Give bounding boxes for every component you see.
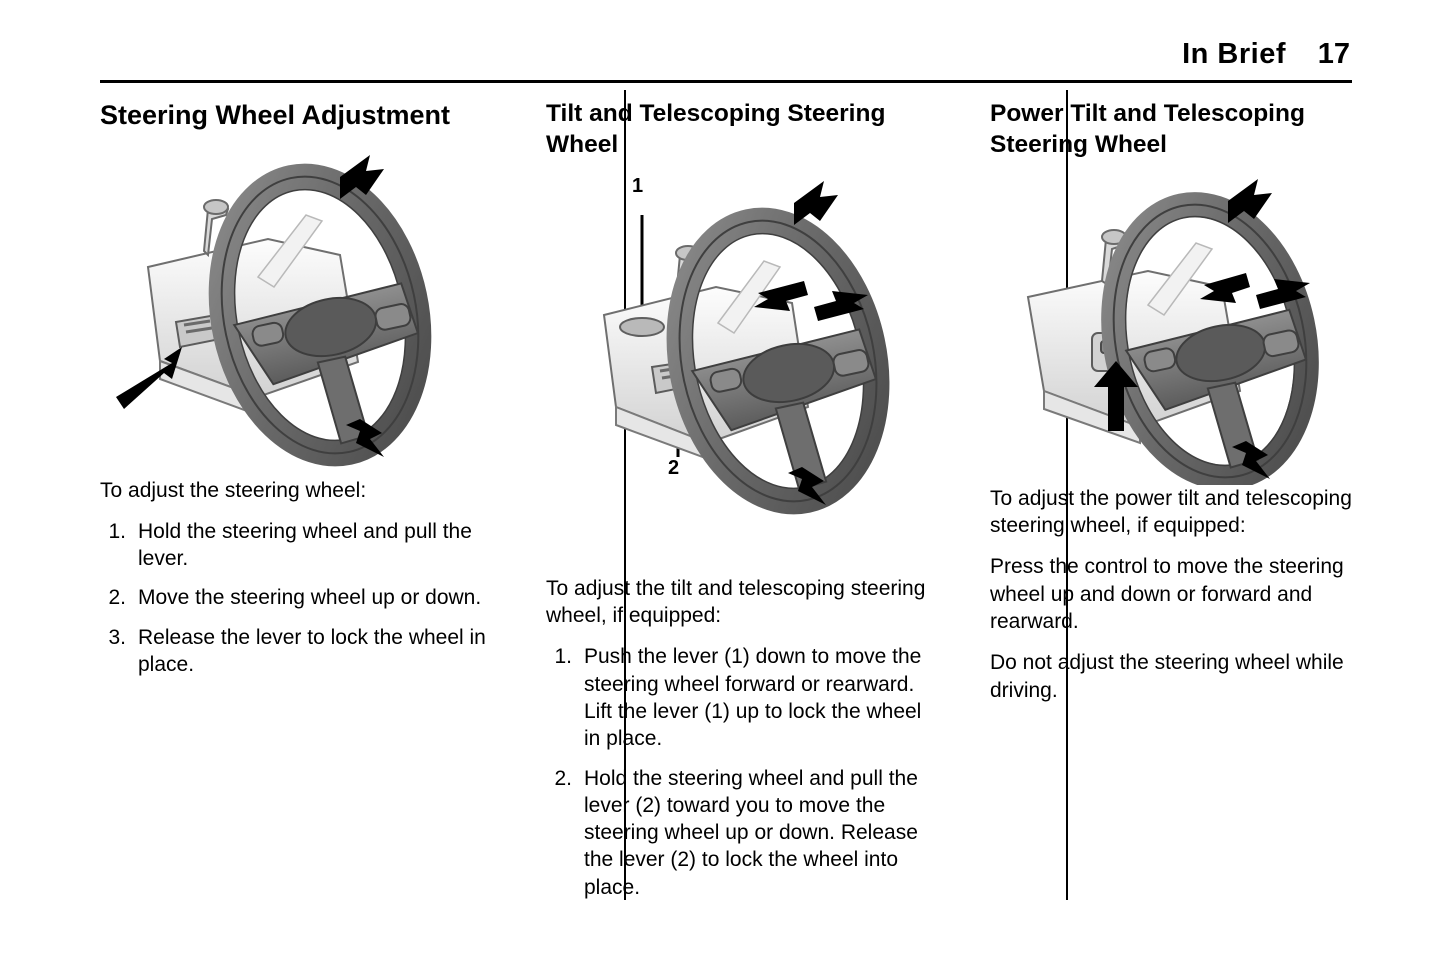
steps-list-col1 [100, 518, 498, 678]
column-steering-wheel-adjustment [100, 90, 524, 905]
content-columns [100, 90, 1352, 905]
step-text: Move the steering wheel up or down. [138, 586, 482, 610]
intro-text-col1: To adjust the steering wheel: [100, 478, 367, 502]
steering-wheel-manual-adjust-illustration [108, 147, 488, 477]
step-text: Push the lever (1) down to move the steering wheel forward or rearward. Lift the lever (1) up to lock the wheel in place. [584, 645, 922, 751]
list-item [100, 624, 498, 679]
column-power-tilt-telescoping [966, 90, 1352, 905]
callout-2: 2 [668, 456, 680, 479]
column-tilt-telescoping [524, 90, 966, 905]
step-number: 2. [554, 766, 572, 790]
list-item [546, 643, 940, 752]
paragraph-do-not-adjust: Do not adjust the steering wheel while driving. [990, 651, 1344, 702]
paragraph-press-control: Press the control to move the steering wheel up and down or forward and rearward. [990, 555, 1344, 633]
callout-1: 1 [632, 174, 644, 197]
list-item [100, 584, 498, 611]
power-tilt-telescoping-steering-wheel-illustration [998, 175, 1368, 485]
steps-list-col2 [546, 643, 940, 901]
page-number: 17 [1317, 38, 1350, 70]
header-divider [100, 80, 1352, 83]
step-number: 2. [108, 586, 126, 610]
list-item [100, 518, 498, 573]
list-item [546, 765, 940, 901]
section-title-tilt-telescoping: Tilt and Telescoping Steering Wheel [546, 100, 886, 159]
section-title-steering-wheel-adjustment: Steering Wheel Adjustment [100, 100, 451, 130]
section-title-power-tilt-telescoping: Power Tilt and Telescoping Steering Wheel [990, 100, 1305, 159]
step-number: 3. [108, 625, 126, 649]
step-text: Hold the steering wheel and pull the lever. [138, 519, 472, 571]
intro-text-col2: To adjust the tilt and telescoping steering wheel, if equipped: [546, 576, 926, 628]
intro-text-col3: To adjust the power tilt and telescoping steering wheel, if equipped: [990, 486, 1352, 538]
step-text: Release the lever to lock the wheel in place. [138, 625, 486, 677]
tilt-telescoping-steering-wheel-illustration [546, 175, 946, 575]
page-header [100, 38, 1350, 71]
step-number: 1. [554, 645, 572, 669]
page-title: In Brief [1182, 38, 1286, 70]
step-text: Hold the steering wheel and pull the lever (2) toward you to move the steering wheel up or down. Release the lever (2) to lock the wheel into place. [584, 766, 918, 899]
step-number: 1. [108, 519, 126, 543]
